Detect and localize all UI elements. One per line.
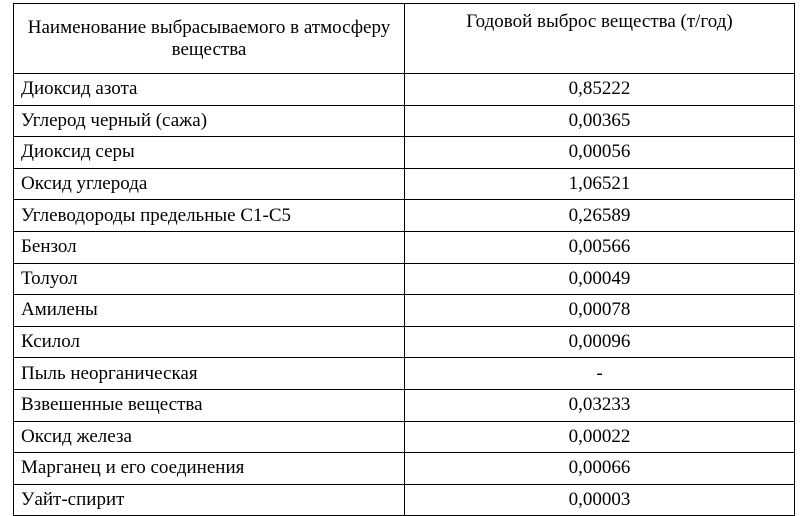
column-header-annual-emission: Годовой выброс вещества (т/год) <box>405 4 795 74</box>
emission-value-cell: 0,26589 <box>405 200 795 232</box>
substance-name-cell: Уайт-спирит <box>14 484 405 516</box>
substance-name-cell: Диоксид азота <box>14 74 405 106</box>
substance-name-cell: Углерод черный (сажа) <box>14 105 405 137</box>
table-row <box>14 231 795 263</box>
emission-value-cell: 0,00096 <box>405 326 795 358</box>
header-row <box>14 4 795 74</box>
table-row <box>14 200 795 232</box>
substance-name-cell: Пыль неорганическая <box>14 358 405 390</box>
document-page <box>13 3 794 516</box>
emission-value-cell: 0,00078 <box>405 295 795 327</box>
table-row <box>14 421 795 453</box>
substance-name-cell: Диоксид серы <box>14 137 405 169</box>
emission-value-cell: 0,00022 <box>405 421 795 453</box>
substance-name-cell: Углеводороды предельные С1-С5 <box>14 200 405 232</box>
table-row <box>14 74 795 106</box>
emission-value-cell: - <box>405 358 795 390</box>
emission-value-cell: 0,85222 <box>405 74 795 106</box>
emissions-table <box>13 3 795 516</box>
substance-name-cell: Оксид железа <box>14 421 405 453</box>
table-row <box>14 105 795 137</box>
table-row <box>14 484 795 516</box>
table-row <box>14 326 795 358</box>
emission-value-cell: 0,00003 <box>405 484 795 516</box>
emission-value-cell: 0,00056 <box>405 137 795 169</box>
substance-name-cell: Оксид углерода <box>14 168 405 200</box>
emission-value-cell: 0,00066 <box>405 453 795 485</box>
substance-name-cell: Толуол <box>14 263 405 295</box>
emission-value-cell: 1,06521 <box>405 168 795 200</box>
column-header-substance: Наименование выбрасываемого в атмосферу вещества <box>14 4 405 74</box>
emission-value-cell: 0,03233 <box>405 389 795 421</box>
substance-name-cell: Бензол <box>14 231 405 263</box>
emission-value-cell: 0,00365 <box>405 105 795 137</box>
substance-name-cell: Марганец и его соединения <box>14 453 405 485</box>
table-row <box>14 358 795 390</box>
table-body <box>14 74 795 516</box>
table-row <box>14 263 795 295</box>
table-row <box>14 295 795 327</box>
substance-name-cell: Взвешенные вещества <box>14 389 405 421</box>
table-row <box>14 137 795 169</box>
emission-value-cell: 0,00049 <box>405 263 795 295</box>
table-row <box>14 168 795 200</box>
table-row <box>14 389 795 421</box>
table-header <box>14 4 795 74</box>
table-row <box>14 453 795 485</box>
substance-name-cell: Ксилол <box>14 326 405 358</box>
emission-value-cell: 0,00566 <box>405 231 795 263</box>
substance-name-cell: Амилены <box>14 295 405 327</box>
